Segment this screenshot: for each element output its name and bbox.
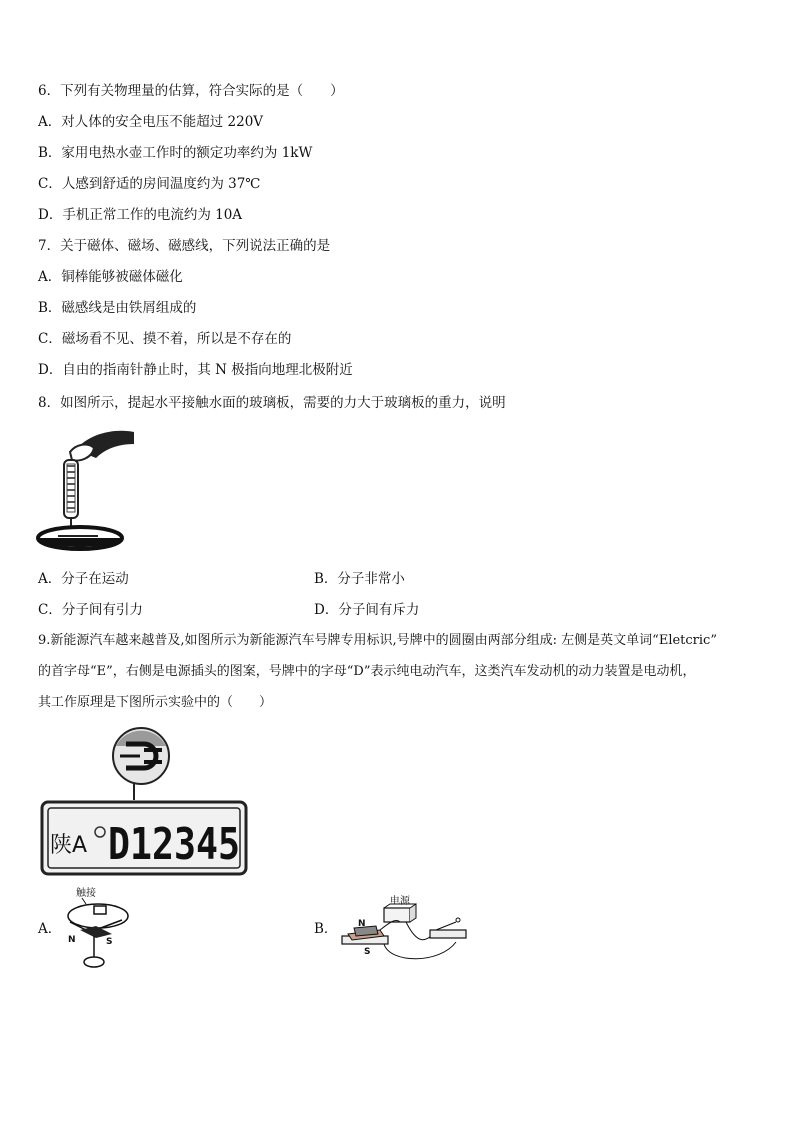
q8-option-c: C．分子间有引力 bbox=[38, 602, 143, 618]
q9-stem-line-3: 其工作原理是下图所示实验中的（ ） bbox=[38, 695, 273, 710]
q7-option-a: A．铜棒能够被磁体磁化 bbox=[38, 269, 183, 285]
option-b-figure-label: 电源 bbox=[390, 896, 410, 907]
option-b-pole-n: N bbox=[358, 919, 366, 929]
q6-option-c: C．人感到舒适的房间温度约为 37℃ bbox=[38, 176, 261, 192]
plate-number: D12345 bbox=[108, 819, 240, 870]
oersted-experiment-figure bbox=[62, 884, 142, 970]
q6-stem: 6．下列有关物理量的估算，符合实际的是（ ） bbox=[38, 83, 344, 99]
switch-icon bbox=[430, 918, 466, 938]
q8-option-d: D．分子间有斥力 bbox=[314, 602, 420, 618]
q7-option-c: C．磁场看不见、摸不着，所以是不存在的 bbox=[38, 331, 292, 347]
q9-option-a-label: A． bbox=[38, 921, 62, 937]
plate-province: 陕A bbox=[50, 833, 88, 858]
q9-stem-line-1: 9.新能源汽车越来越普及,如图所示为新能源汽车号牌专用标识,号牌中的圆圈由两部分组成: 左侧是英文单词“Eletcric” bbox=[38, 633, 717, 648]
q8-stem: 8．如图所示，提起水平接触水面的玻璃板，需要的力大于玻璃板的重力，说明 bbox=[38, 395, 506, 411]
q8-option-a: A．分子在运动 bbox=[38, 571, 129, 587]
q6-option-d: D．手机正常工作的电流约为 10A bbox=[38, 207, 243, 223]
license-plate-figure bbox=[40, 728, 250, 878]
q6-option-a: A．对人体的安全电压不能超过 220V bbox=[38, 114, 264, 130]
q7-option-d: D．自由的指南针静止时，其 N 极指向地理北极附近 bbox=[38, 362, 353, 378]
electromagnet-experiment-figure bbox=[340, 890, 470, 970]
option-a-pole-s: S bbox=[106, 937, 113, 947]
q9-option-b-label: B． bbox=[314, 921, 338, 937]
q7-stem: 7．关于磁体、磁场、磁感线，下列说法正确的是 bbox=[38, 238, 331, 254]
q6-option-b: B．家用电热水壶工作时的额定功率约为 1kW bbox=[38, 145, 313, 161]
q7-option-b: B．磁感线是由铁屑组成的 bbox=[38, 300, 197, 316]
option-b-pole-s: S bbox=[364, 947, 371, 957]
spring-scale-glass-plate-figure bbox=[36, 428, 136, 556]
q8-option-b: B．分子非常小 bbox=[314, 571, 405, 587]
option-a-pole-n: N bbox=[68, 935, 76, 945]
q9-stem-line-2: 的首字母“E”，右侧是电源插头的图案，号牌中的字母“D”表示纯电动汽车，这类汽车发动机的动力装置是电动机， bbox=[38, 664, 696, 679]
new-energy-plug-icon bbox=[113, 728, 169, 784]
option-a-figure-label: 触接 bbox=[76, 888, 96, 899]
